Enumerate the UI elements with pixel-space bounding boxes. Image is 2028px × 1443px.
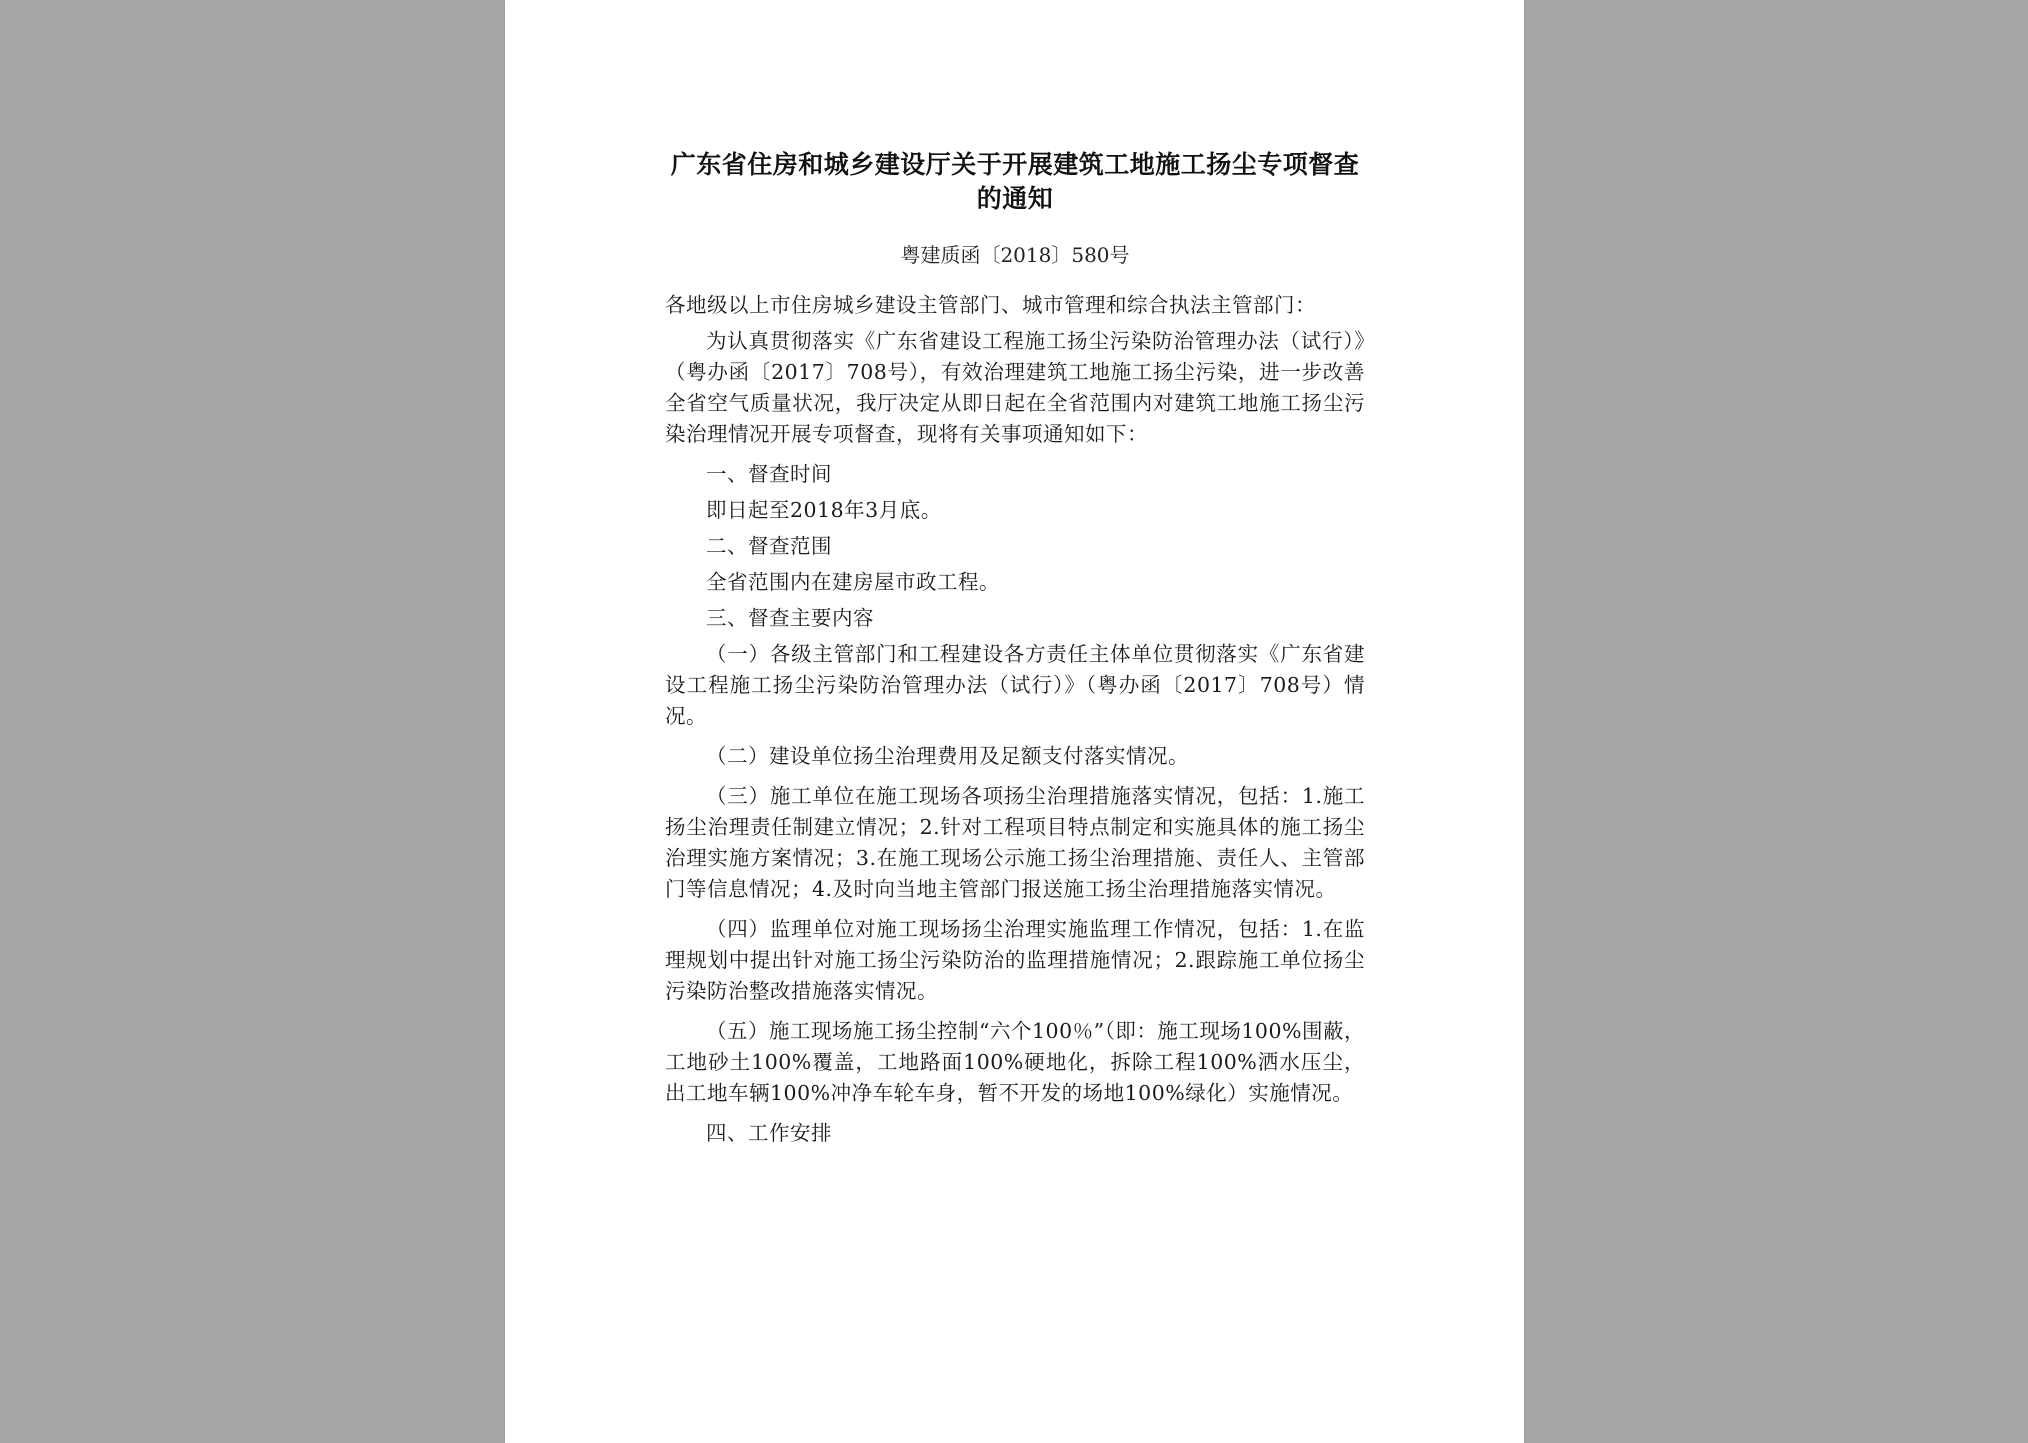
section1-heading: 一、督查时间 [706,462,832,486]
intro-paragraph: 为认真贯彻落实《广东省建设工程施工扬尘污染防治管理办法（试行）》（粤办函〔2017〕708号），有效治理建筑工地施工扬尘污染，进一步改善全省空气质量状况，我厅决定从即日起在全省范围内对建筑工地施工扬尘污染治理情况开展专项督查，现将有关事项通知如下： [665,329,1365,446]
section3-heading: 三、督查主要内容 [706,606,874,630]
section3-item1: （一）各级主管部门和工程建设各方责任主体单位贯彻落实《广东省建设工程施工扬尘污染防治管理办法（试行）》（粤办函〔2017〕708号）情况。 [665,642,1365,728]
salutation: 各地级以上市住房城乡建设主管部门、城市管理和综合执法主管部门： [665,293,1316,317]
section3-item5: （五）施工现场施工扬尘控制“六个100％”（即：施工现场100%围蔽，工地砂土100%覆盖，工地路面100%硬地化，拆除工程100%洒水压尘，出工地车辆100%冲净车轮车身，暂不开发的场地100%绿化）实施情况。 [665,1019,1365,1105]
section2-heading: 二、督查范围 [706,534,832,558]
document-title: 广东省住房和城乡建设厅关于开展建筑工地施工扬尘专项督查的通知 [670,150,1360,213]
section3-item2: （二）建设单位扬尘治理费用及足额支付落实情况。 [706,744,1189,768]
section2-body: 全省范围内在建房屋市政工程。 [706,570,1000,594]
document-number: 粤建质函〔2018〕580号 [900,243,1130,267]
document-content [665,148,1365,1149]
section4-heading: 四、工作安排 [706,1121,832,1145]
section1-body: 即日起至2018年3月底。 [706,498,942,522]
document-page [505,0,1524,1443]
section3-item4: （四）监理单位对施工现场扬尘治理实施监理工作情况，包括：1.在监理规划中提出针对施工扬尘污染防治的监理措施情况；2.跟踪施工单位扬尘污染防治整改措施落实情况。 [665,917,1365,1003]
section3-item3: （三）施工单位在施工现场各项扬尘治理措施落实情况，包括：1.施工扬尘治理责任制建立情况；2.针对工程项目特点制定和实施具体的施工扬尘治理实施方案情况；3.在施工现场公示施工扬尘治理措施、责任人、主管部门等信息情况；4.及时向当地主管部门报送施工扬尘治理措施落实情况。 [665,784,1365,901]
